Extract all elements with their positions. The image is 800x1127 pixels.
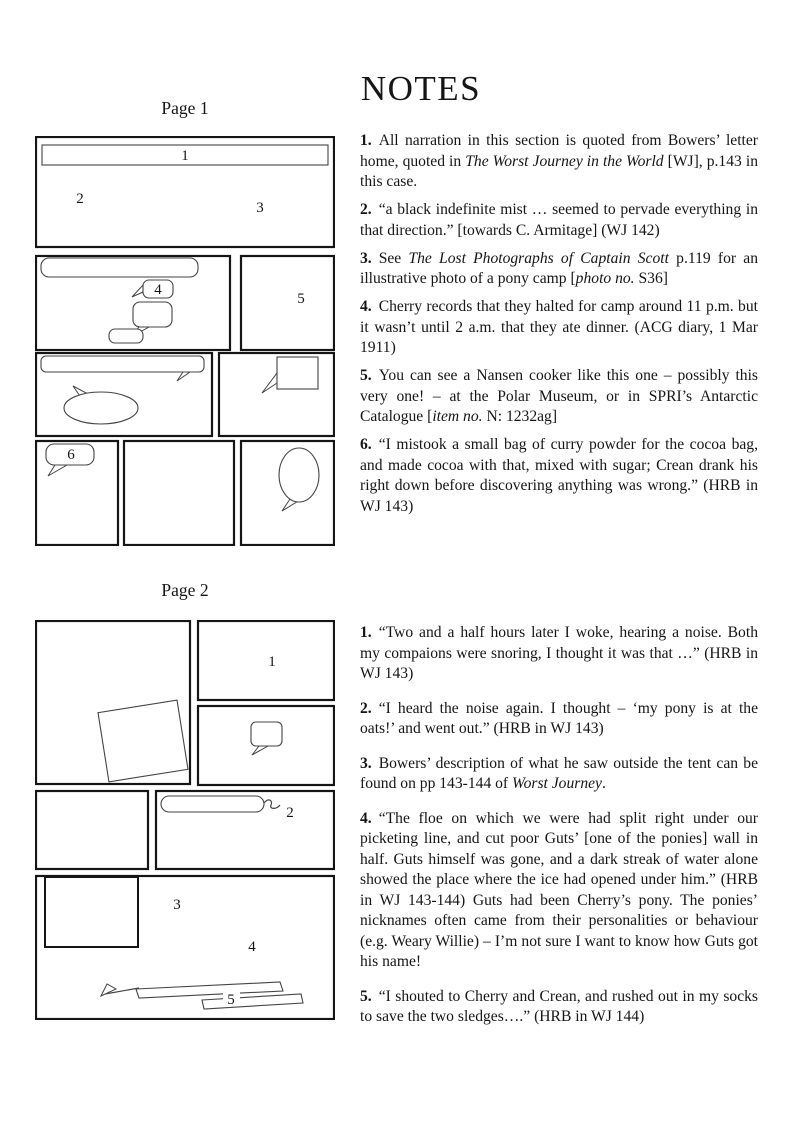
panel-3 [241,256,334,350]
page1-notes [360,131,758,525]
caption-box [41,258,198,277]
panel-number-1: 1 [268,654,276,670]
note-number: 4. [360,809,372,827]
note-item: 4. “The floe on which we were had split right under our picketing line, and cut poor Guts’ [one of the ponies] wall in half. Guts himself was gone, and a dark streak of water alone showed the place where the ice had opened under him.” (HRB in WJ 143-144) Guts had been Cherry’s pony. The ponies’ nicknames often came from their personalities or behaviour (e.g. Weary Willie) – I’m not sure I want to know how Guts got his name! [360,809,758,970]
note-item: 2. “a black indefinite mist … seemed to pervade everything in that direction.” [towards C. Armitage] (WJ 142) [360,201,758,239]
note-item: 5. “I shouted to Cherry and Crean, and rushed out in my socks to save the two sledges….” (HRB in WJ 144) [360,987,758,1025]
caption-box [41,356,204,372]
note-item: 3. See The Lost Photographs of Captain Scott p.119 for an illustrative photo of a pony camp [photo no. S36] [360,249,758,287]
page1-label: Page 1 [161,98,209,118]
speech-bubble [251,722,282,746]
note-item: 6. “I mistook a small bag of curry powder for the cocoa bag, and made cocoa with that, mixed with sugar; Crean drank his right down before discovering anything was wrong.” (HRB in WJ 143) [360,436,758,515]
panel-number-6: 6 [67,447,75,463]
note-number: 6. [360,436,372,453]
panel-number-2: 2 [286,805,294,821]
inset-panel [45,877,138,947]
panel-number-5: 5 [227,992,235,1008]
panel-number-5: 5 [297,291,305,307]
note-number: 3. [360,754,372,772]
note-item: 1. All narration in this section is quoted from Bowers’ letter home, quoted in The Worst Journey in the World [WJ], p.143 in this case. [360,132,758,190]
speech-bubble [133,302,172,327]
panel-2 [198,621,334,700]
page2-thumbnail [35,620,335,1020]
panel-number-1: 1 [181,148,189,164]
tilted-photo-box [98,700,188,782]
panel-number-4: 4 [248,939,256,955]
speech-bubble [277,357,318,389]
speech-bubble [109,329,143,343]
page2-notes [360,623,758,1042]
panel-4 [36,791,148,869]
caption-box [161,796,264,812]
note-item: 1. “Two and a half hours later I woke, hearing a noise. Both my compaions were snoring, I thought it was that …” (HRB in WJ 143) [360,624,758,682]
panel-7 [124,441,234,545]
note-number: 1. [360,624,372,641]
page1-thumbnail [35,136,335,546]
note-number: 5. [360,367,372,384]
speech-balloon [279,448,319,502]
speech-balloon [64,392,138,424]
note-item: 3. Bowers’ description of what he saw outside the tent can be found on pp 143-144 of Worst Journey. [360,754,758,792]
page2-label: Page 2 [161,580,209,600]
note-number: 2. [360,201,372,218]
panel-number-2: 2 [76,191,84,207]
note-item: 5. You can see a Nansen cooker like this one – possibly this very one! – at the Polar Museum, or in SPRI’s Antarctic Catalogue [item no. N: 1232ag] [360,367,758,425]
note-number: 1. [360,132,372,149]
panel-number-3: 3 [256,200,264,216]
note-number: 4. [360,298,372,315]
note-number: 2. [360,699,372,717]
page-title: NOTES [360,69,482,109]
note-number: 3. [360,249,372,267]
note-item: 2. “I heard the noise again. I thought – ‘my pony is at the oats!’ and went out.” (HRB in WJ 143) [360,699,758,737]
note-item: 4. Cherry records that they halted for camp around 11 p.m. but it wasn’t until 2 a.m. that they ate dinner. (ACG diary, 1 Mar 1911) [360,298,758,356]
panel-number-4: 4 [154,282,162,298]
panel-number-3: 3 [173,897,181,913]
note-number: 5. [360,987,372,1005]
